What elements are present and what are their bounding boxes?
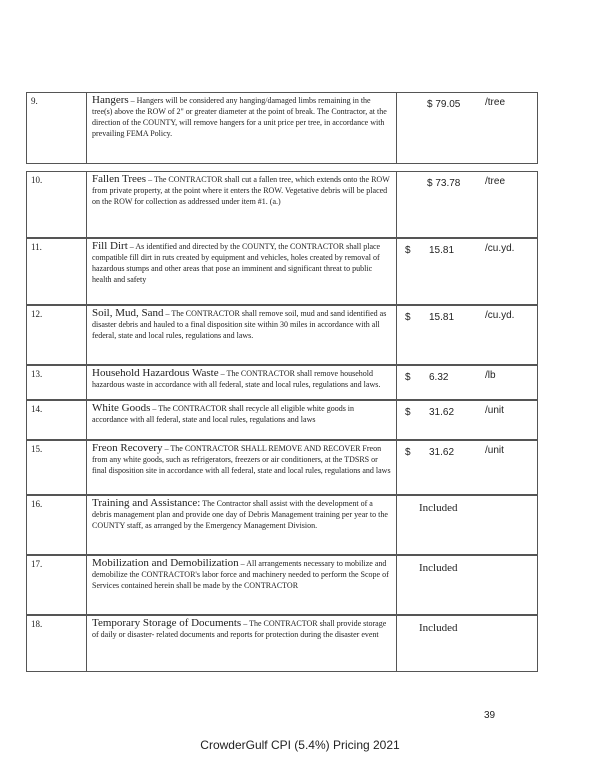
unit-price: $ 73.78: [427, 178, 461, 189]
price-cell: [397, 496, 537, 554]
price-cell: [397, 556, 537, 614]
item-description: [87, 441, 397, 494]
unit: /lb: [485, 370, 496, 381]
item-number: 10.: [27, 172, 87, 237]
table-row: [26, 555, 538, 615]
unit: /unit: [485, 405, 504, 416]
unit-price: 15.81: [429, 312, 455, 323]
item-title: Temporary Storage of Documents: [92, 617, 242, 629]
item-description: [87, 401, 397, 439]
unit-price: 31.62: [429, 447, 455, 458]
item-number: 12.: [27, 306, 87, 364]
item-description: [87, 306, 397, 364]
item-description: [87, 239, 397, 304]
table-row: [26, 171, 538, 238]
price-included: Included: [419, 502, 458, 514]
item-number: 11.: [27, 239, 87, 304]
item-number: 14.: [27, 401, 87, 439]
price-cell: [397, 616, 537, 671]
item-title: Soil, Mud, Sand: [92, 307, 164, 319]
item-title: Hangers: [92, 94, 129, 106]
footer-text: CrowderGulf CPI (5.4%) Pricing 2021: [200, 738, 400, 752]
item-description: [87, 366, 397, 399]
item-text: – The CONTRACTOR shall remove household hazardous waste in accordance with all federal, state and local rules, regulations and laws.: [92, 369, 381, 389]
price-included: Included: [419, 562, 458, 574]
item-text: – Hangers will be considered any hanging/damaged limbs remaining in the tree(s) above the ROW of 2" or greater diameter at the point of break. The Contractor, at the direction of the COUNTY, will remove hangers for a unit price per tree, in accordance with prevailing FEMA Policy.: [92, 96, 387, 138]
item-description: [87, 93, 397, 163]
table-row: [26, 305, 538, 365]
dollar-sign: $: [405, 407, 411, 418]
item-number: 18.: [27, 616, 87, 671]
item-description: [87, 172, 397, 237]
price-included: Included: [419, 622, 458, 634]
price-cell: [397, 441, 537, 494]
item-title: Mobilization and Demobilization: [92, 557, 239, 569]
item-text: – The CONTRACTOR SHALL REMOVE AND RECOVER Freon from any white goods, such as refrigerators, freezers or air conditioners, at the TDSRS or final disposition site in accordance with all federal, state and local rules, regulations and laws: [92, 444, 391, 475]
item-text: – The CONTRACTOR shall provide storage of daily or disaster- related documents and reports for protection during the disaster event: [92, 619, 387, 639]
item-text: – The CONTRACTOR shall recycle all eligible white goods in accordance with all federal, state and local rules, regulations and laws: [92, 404, 355, 424]
item-text: The Contractor shall assist with the development of a debris management plan and provide one day of Debris Management training per year to the COUNTY staff, as arranged by the Emergency Management Division.: [92, 499, 388, 530]
table-row: [26, 400, 538, 440]
price-cell: [397, 306, 537, 364]
item-text: – As identified and directed by the COUNTY, the CONTRACTOR shall place compatible fill dirt in ruts created by equipment and vehicles, holes created by removal of hazardous stumps and other areas that pose an imminent and significant threat to public health and safety: [92, 242, 381, 284]
item-title: Fill Dirt: [92, 240, 128, 252]
table-row: [26, 92, 538, 164]
table-row: [26, 615, 538, 672]
item-number: 9.: [27, 93, 87, 163]
dollar-sign: $: [405, 245, 411, 256]
table-row: [26, 365, 538, 400]
item-description: [87, 496, 397, 554]
unit-price: 6.32: [429, 372, 449, 383]
item-title: Household Hazardous Waste: [92, 367, 219, 379]
dollar-sign: $: [405, 447, 411, 458]
item-description: [87, 556, 397, 614]
item-number: 17.: [27, 556, 87, 614]
item-title: White Goods: [92, 402, 151, 414]
unit-price: 31.62: [429, 407, 455, 418]
unit: /unit: [485, 445, 504, 456]
item-text: – All arrangements necessary to mobilize and demobilize the CONTRACTOR's labor force and machinery needed to perform the Scope of Services contained herein shall be made by the CONTRACTOR: [92, 559, 389, 590]
unit: /cu.yd.: [485, 243, 515, 254]
item-number: 13.: [27, 366, 87, 399]
price-cell: [397, 172, 537, 237]
table-row: [26, 238, 538, 305]
dollar-sign: $: [405, 372, 411, 383]
item-title: Freon Recovery: [92, 442, 163, 454]
price-cell: [397, 401, 537, 439]
price-cell: [397, 93, 537, 163]
item-number: 15.: [27, 441, 87, 494]
dollar-sign: $: [405, 312, 411, 323]
table-row: [26, 440, 538, 495]
unit: /cu.yd.: [485, 310, 515, 321]
item-title: Fallen Trees: [92, 173, 147, 185]
item-number: 16.: [27, 496, 87, 554]
table-row: [26, 495, 538, 555]
item-title: Training and Assistance:: [92, 497, 201, 509]
price-cell: [397, 366, 537, 399]
unit-price: 15.81: [429, 245, 455, 256]
unit: /tree: [485, 97, 506, 108]
unit-price: $ 79.05: [427, 99, 461, 110]
price-cell: [397, 239, 537, 304]
item-text: – The CONTRACTOR shall remove soil, mud and sand identified as disaster debris and hauled to a final disposition site within 30 miles in accordance with all federal, state and local rules, regulations and laws.: [92, 309, 387, 340]
unit: /tree: [485, 176, 506, 187]
item-text: – The CONTRACTOR shall cut a fallen tree, which extends onto the ROW from private property, at the point where it enters the ROW. Vegetative debris will be placed on the ROW for collection as addressed under item #1. (a.): [92, 175, 390, 206]
page-number: 39: [484, 710, 496, 721]
item-description: [87, 616, 397, 671]
